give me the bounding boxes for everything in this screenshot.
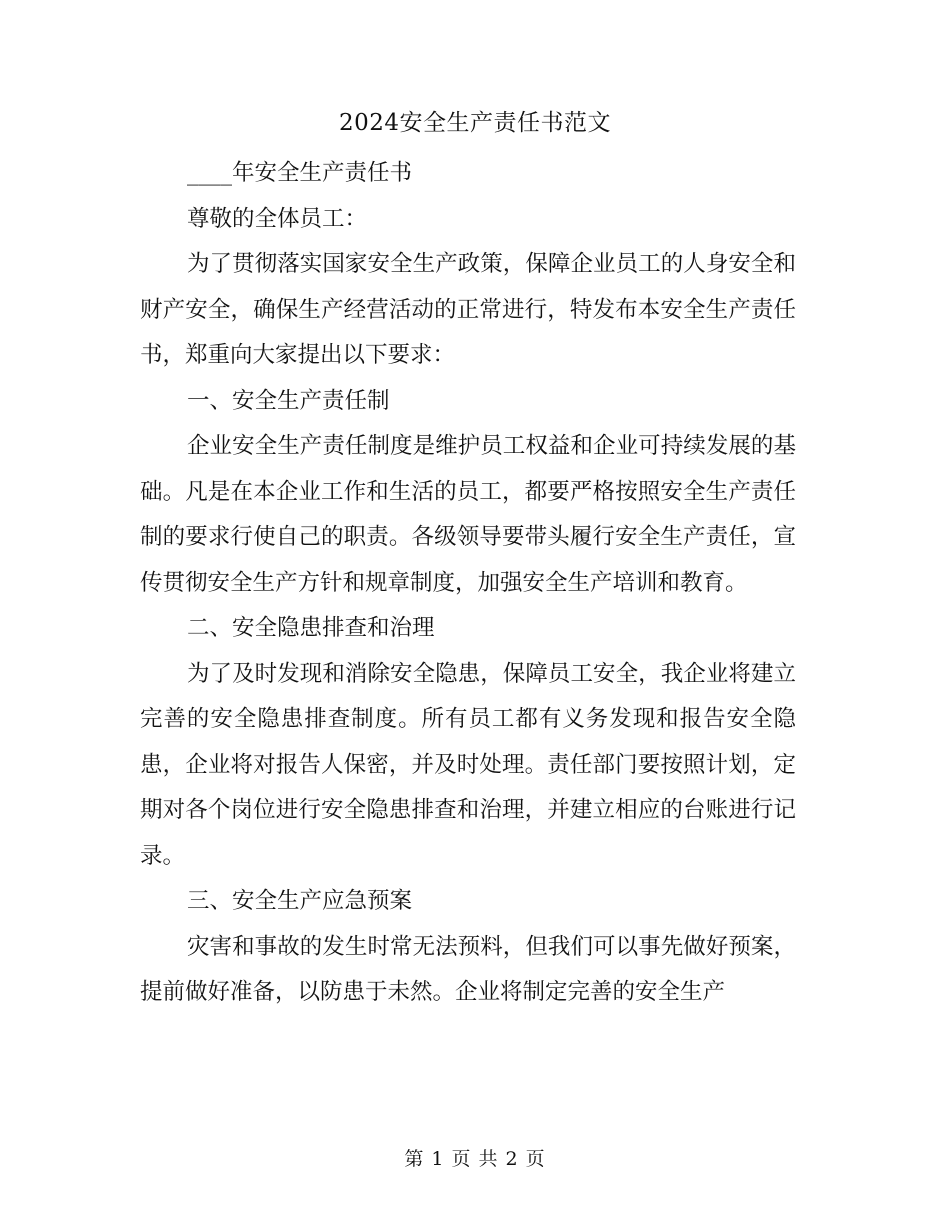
section-heading-2: 二、安全隐患排查和治理	[187, 615, 435, 641]
paragraph-heading-year: ____年安全生产责任书	[187, 160, 413, 186]
paragraph-section-1: 企业安全生产责任制度是维护员工权益和企业可持续发展的基础。凡是在本企业工作和生活的员工，都要严格按照安全生产责任制的要求行使自己的职责。各级领导要带头履行安全生产责任，宣传贯彻安全生产方针和规章制度，加强安全生产培训和教育。	[140, 433, 796, 596]
paragraph-section-2: 为了及时发现和消除安全隐患，保障员工安全，我企业将建立完善的安全隐患排查制度。所有员工都有义务发现和报告安全隐患，企业将对报告人保密，并及时处理。责任部门要按照计划，定期对各个岗位进行安全隐患排查和治理，并建立相应的台账进行记录。	[140, 660, 796, 869]
paragraph-intro: 为了贯彻落实国家安全生产政策，保障企业员工的人身安全和财产安全，确保生产经营活动的正常进行，特发布本安全生产责任书，郑重向大家提出以下要求：	[140, 251, 796, 368]
page-footer: 第 1 页 共 2 页	[404, 1148, 546, 1170]
document-body	[140, 151, 796, 1016]
paragraph-section-3: 灾害和事故的发生时常无法预料，但我们可以事先做好预案，提前做好准备，以防患于未然。企业将制定完善的安全生产	[140, 933, 796, 1005]
section-heading-1: 一、安全生产责任制	[187, 387, 390, 414]
section-heading-3: 三、安全生产应急预案	[187, 888, 413, 914]
document-title: 2024安全生产责任书范文	[338, 110, 612, 136]
paragraph-salutation: 尊敬的全体员工：	[187, 205, 368, 232]
